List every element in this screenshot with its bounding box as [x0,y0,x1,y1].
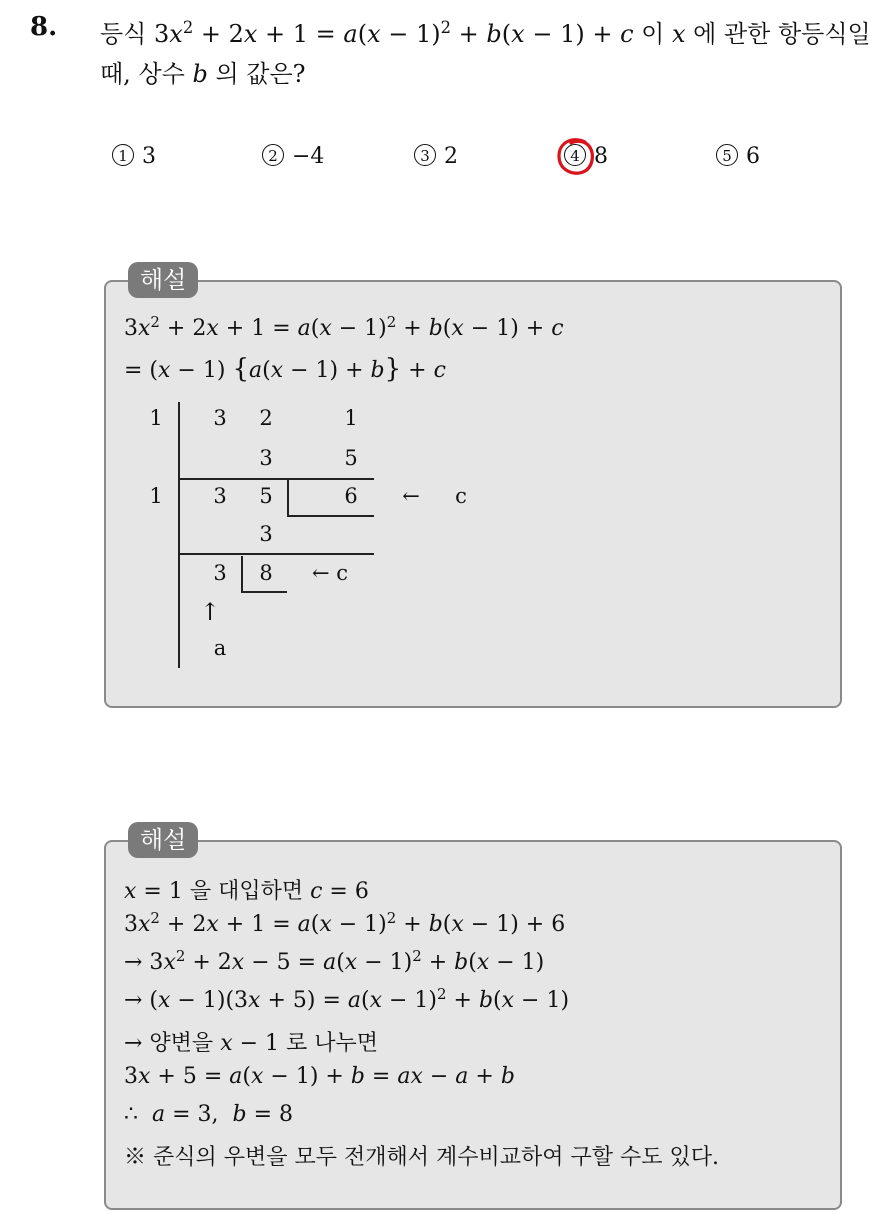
choice-mark-4: 4 [564,144,586,166]
solution2-line7: ∴ a = 3, b = 8 [124,1102,294,1127]
choice-2[interactable] [262,144,324,169]
divide-text: 양변을 [142,1031,221,1056]
problem-statement-line1 [100,14,871,49]
choice-mark-5: 5 [716,144,738,166]
solution2-line3: → $3x^2 + 2x - 5 = a(x - 1)^2 + b(x - 1)$ [124,946,545,975]
coef-r4-b: 3 [259,522,273,546]
choice-value-2: −4 [292,144,325,169]
division-line-2 [178,553,374,555]
choice-5[interactable] [716,144,760,169]
arrow-up: ↑ [199,598,221,626]
remainder-b: 8 [259,561,273,585]
solution1-equation-line2: = (x − 1) {a(x − 1) + b} + c [124,354,446,384]
choice-1[interactable] [112,144,156,169]
coef-r1-a: 3 [213,406,227,430]
coef-r3-b: 5 [259,484,273,508]
divisor-2: 1 [149,484,163,508]
divide-tail: 로 나누면 [279,1031,379,1056]
choice-value-5: 6 [746,144,760,169]
coef-r1-b: 2 [259,406,273,430]
choice-mark-2: 2 [262,144,284,166]
solution2-line4: → $(x - 1)(3x + 5) = a(x - 1)^2 + b(x - 1)$ [124,984,570,1013]
note-arrow-c: ← c [312,561,349,585]
identity-equation: $3x^2 + 2x + 1 = a(x - 1)^2 + b(x - 1) + c$ [154,18,634,48]
solution-label-1: 해설 [128,262,198,298]
problem-line1-end: 에 관한 항등식일 [685,20,871,48]
remainder-b-box-bottom [241,591,287,593]
choice-value-3: 2 [444,144,458,169]
solution2-line6: 3x + 5 = a(x − 1) + b = ax − a + b [124,1064,515,1089]
solution2-line1: x = 1 을 대입하면 c = 6 [124,879,369,904]
problem-number: 8. [30,12,58,42]
arrow-left-c: ← [402,484,420,508]
problem-particle: 이 [633,20,672,48]
solution2-note: ※ 준식의 우변을 모두 전개해서 계수비교하여 구할 수도 있다. [124,1145,719,1170]
problem-prefix: 등식 [100,20,154,48]
choice-value-1: 3 [142,144,156,169]
solution-label-2: 해설 [128,822,198,858]
choice-3[interactable] [414,144,458,169]
problem-line2-suffix: 의 값은? [207,60,306,88]
remainder-box-left [287,478,289,516]
coef-r2-b: 3 [259,446,273,470]
division-vertical-line [178,402,180,668]
variable-b: b [192,60,208,88]
coef-r5-a: 3 [213,561,227,585]
coef-r2-c: 5 [344,446,358,470]
remainder-b-box-left [241,556,243,592]
choice-value-4: 8 [594,144,608,169]
answer-circle-mark [555,136,597,178]
variable-x: x [672,20,686,48]
problem-line2-prefix: 때, 상수 [100,60,193,88]
choice-mark-1: 1 [112,144,134,166]
coef-r3-a: 3 [213,484,227,508]
solution2-line2: $3x^2 + 2x + 1 = a(x - 1)^2 + b(x - 1) + 6$ [124,908,566,937]
remainder-box-bottom [287,515,374,517]
solution2-line5: → 양변을 x − 1 로 나누면 [124,1031,379,1056]
note-c: c [455,484,467,508]
note-a: a [213,636,227,660]
remainder-c: 6 [344,484,358,508]
problem-statement-line2 [100,54,306,89]
substitution-text: 을 대입하면 [182,879,311,904]
choice-mark-3: 3 [414,144,436,166]
divisor-1: 1 [149,406,163,430]
coef-r1-c: 1 [344,406,358,430]
division-line-1 [178,478,374,480]
solution1-equation-line1: $3x^2 + 2x + 1 = a(x - 1)^2 + b(x - 1) + c$ [124,312,564,341]
